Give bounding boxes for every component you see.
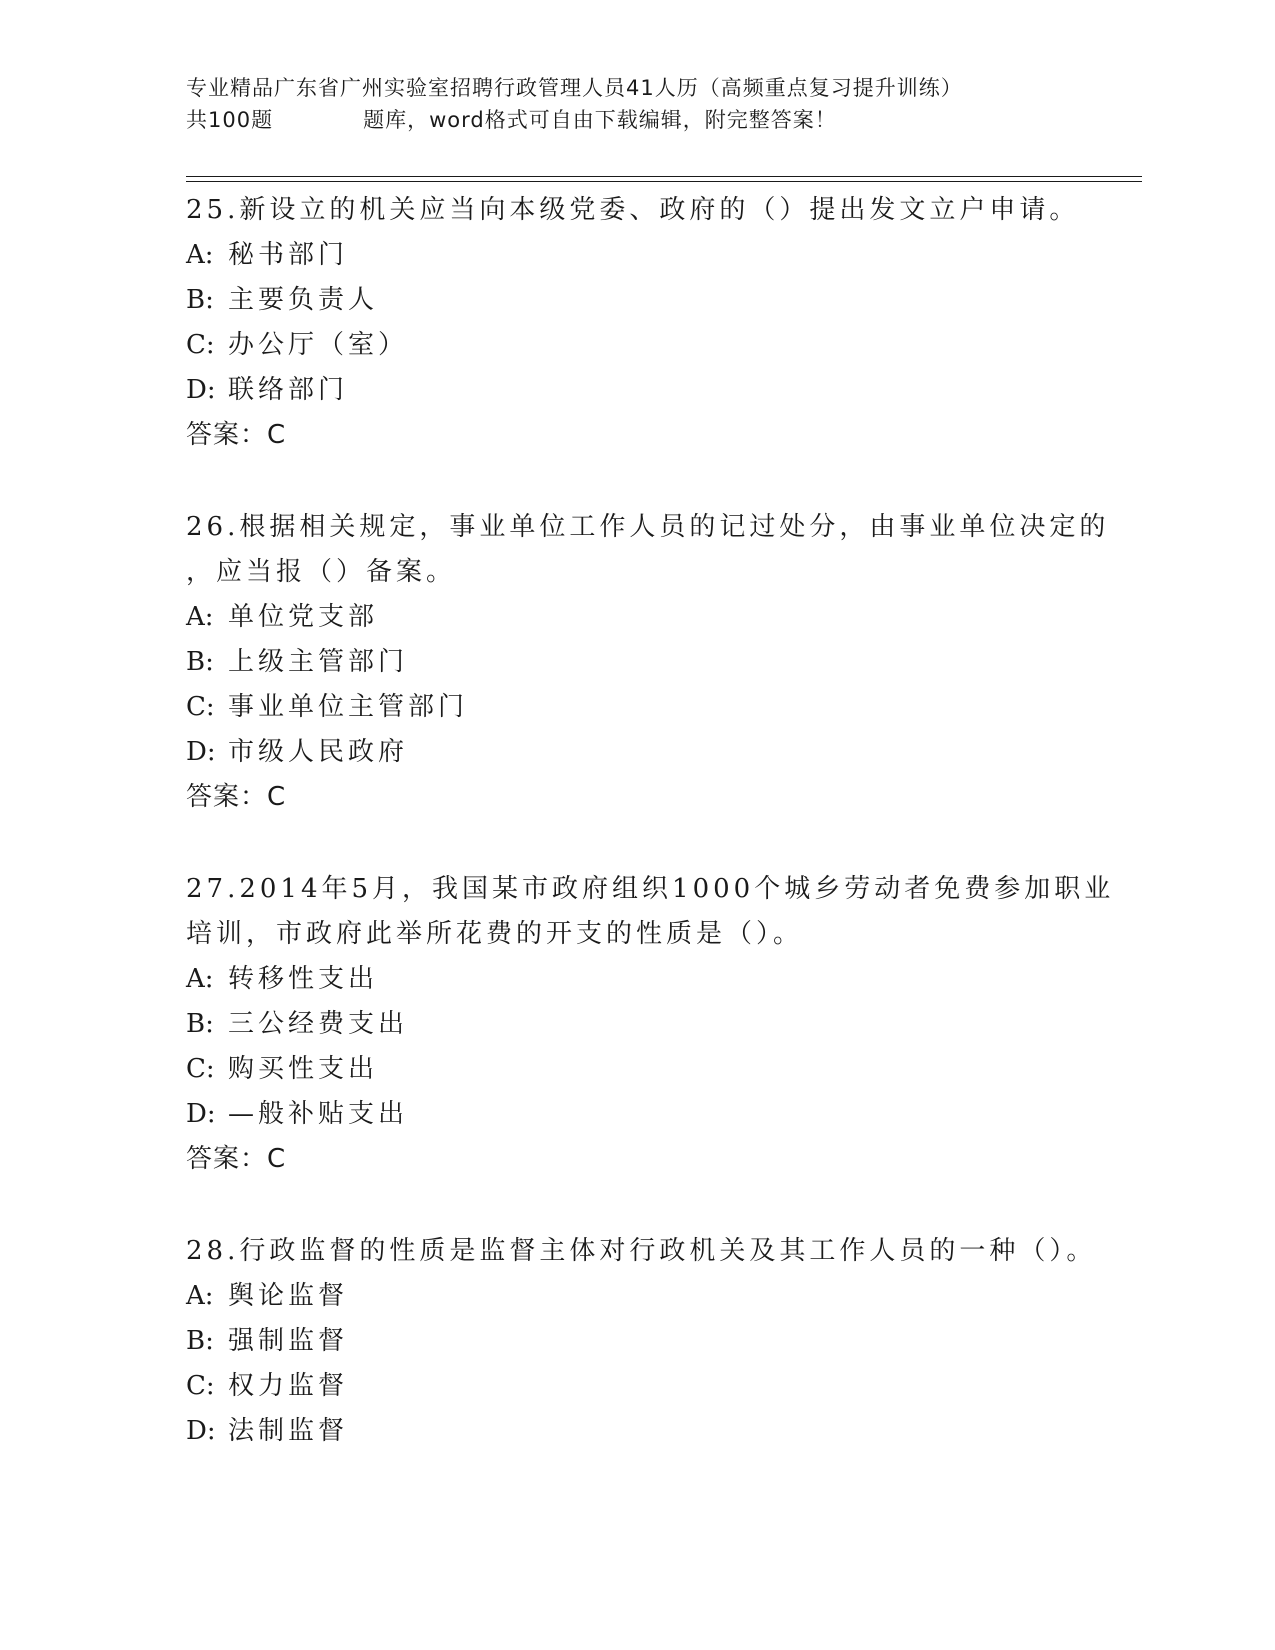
header-divider-bottom xyxy=(186,181,1142,182)
header-divider-top xyxy=(186,176,1142,177)
option-d xyxy=(186,368,1086,413)
option-letter: D: xyxy=(186,1416,216,1446)
option-letter: C: xyxy=(186,1371,215,1401)
option-letter: A: xyxy=(186,1281,214,1311)
question-item xyxy=(186,1229,1097,1454)
option-text: 主要负责人 xyxy=(228,285,379,315)
option-a xyxy=(186,233,1086,278)
option-letter: C: xyxy=(186,330,215,360)
option-letter: B: xyxy=(186,285,214,315)
header-format-note: 题库，word格式可自由下载编辑，附完整答案！ xyxy=(363,108,837,132)
answer-line: 答案：C xyxy=(186,782,287,812)
document-header xyxy=(186,72,1086,136)
header-question-count: 共100题 xyxy=(186,108,274,132)
option-text: 上级主管部门 xyxy=(228,647,409,677)
option-d xyxy=(186,1409,1086,1454)
header-title-line: 专业精品广东省广州实验室招聘行政管理人员41人历（高频重点复习提升训练） xyxy=(186,76,963,100)
header-subtitle-line xyxy=(186,104,1086,136)
option-a xyxy=(186,957,1086,1002)
question-stem: 26.根据相关规定，事业单位工作人员的记过处分，由事业单位决定的 xyxy=(186,512,1110,542)
option-text: 转移性支出 xyxy=(228,964,379,994)
question-item xyxy=(186,188,1086,458)
option-b xyxy=(186,278,1086,323)
option-letter: D: xyxy=(186,1099,216,1129)
option-letter: D: xyxy=(186,737,216,767)
option-a xyxy=(186,1274,1086,1319)
option-letter: C: xyxy=(186,1054,215,1084)
question-stem-continued: 培训，市政府此举所花费的开支的性质是（）。 xyxy=(186,919,804,949)
option-letter: B: xyxy=(186,1326,214,1356)
option-text: 秘书部门 xyxy=(228,240,349,270)
question-stem: 28.行政监督的性质是监督主体对行政机关及其工作人员的一种（）。 xyxy=(186,1236,1097,1266)
question-list xyxy=(186,188,1115,1501)
option-letter: C: xyxy=(186,692,215,722)
question-stem-continued: ，应当报（）备案。 xyxy=(186,557,457,587)
option-letter: D: xyxy=(186,375,216,405)
option-b xyxy=(186,640,1086,685)
option-text: 法制监督 xyxy=(228,1416,349,1446)
option-text: —般补贴支出 xyxy=(228,1099,409,1129)
option-c xyxy=(186,685,1086,730)
option-text: 强制监督 xyxy=(228,1326,349,1356)
option-text: 办公厅（室） xyxy=(228,330,409,360)
option-d xyxy=(186,1092,1086,1137)
option-c xyxy=(186,1364,1086,1409)
option-letter: B: xyxy=(186,647,214,677)
option-d xyxy=(186,730,1086,775)
option-c xyxy=(186,1047,1086,1092)
answer-line: 答案：C xyxy=(186,1144,287,1174)
option-text: 联络部门 xyxy=(228,375,349,405)
option-text: 三公经费支出 xyxy=(228,1009,409,1039)
option-text: 舆论监督 xyxy=(228,1281,349,1311)
option-letter: A: xyxy=(186,240,214,270)
answer-line: 答案：C xyxy=(186,420,287,450)
question-stem: 25.新设立的机关应当向本级党委、政府的（）提出发文立户申请。 xyxy=(186,195,1080,225)
option-text: 权力监督 xyxy=(228,1371,349,1401)
option-b xyxy=(186,1002,1086,1047)
option-text: 市级人民政府 xyxy=(228,737,409,767)
question-item xyxy=(186,505,1110,820)
option-b xyxy=(186,1319,1086,1364)
option-text: 单位党支部 xyxy=(228,602,379,632)
option-a xyxy=(186,595,1086,640)
option-c xyxy=(186,323,1086,368)
question-item xyxy=(186,867,1115,1182)
option-text: 事业单位主管部门 xyxy=(228,692,469,722)
question-stem: 27.2014年5月，我国某市政府组织1000个城乡劳动者免费参加职业 xyxy=(186,874,1115,904)
option-text: 购买性支出 xyxy=(228,1054,379,1084)
option-letter: A: xyxy=(186,964,214,994)
option-letter: B: xyxy=(186,1009,214,1039)
option-letter: A: xyxy=(186,602,214,632)
